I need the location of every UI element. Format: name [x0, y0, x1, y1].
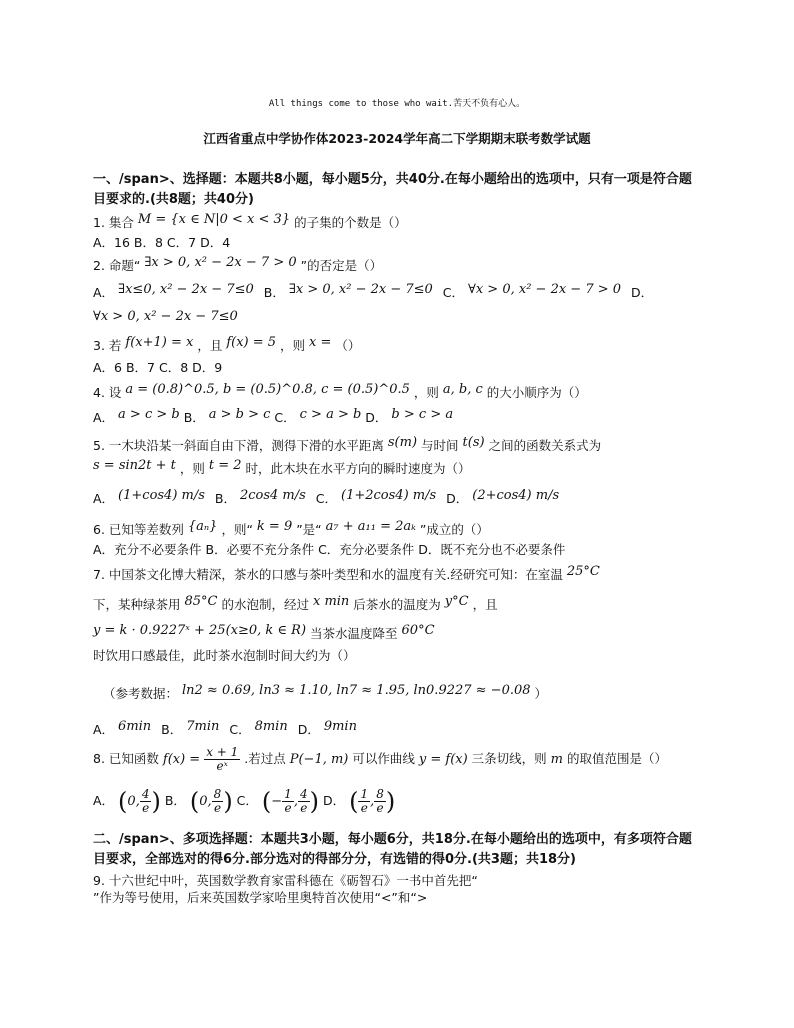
q8-option-a-label: A． [93, 793, 115, 808]
q8-option-c-label: C． [236, 793, 258, 808]
q6-stem: ”成立的（） [419, 522, 489, 537]
q2-prefix: 2. 命题“ [93, 258, 141, 273]
q8-function-fraction [204, 746, 240, 773]
q8-option-b-den: e [213, 801, 222, 815]
q5-option-d-label: D． [446, 491, 469, 506]
question-5-line2 [93, 458, 471, 478]
q7-text-e: 当茶水温度降至 [310, 626, 398, 641]
q8-numerator: x + 1 [206, 745, 239, 759]
q2-stem: ”的否定是（） [300, 258, 383, 273]
q8-option-d-label: D． [322, 793, 346, 808]
section1-heading-line2: 目要求的.(共8题；共40分) [93, 192, 254, 207]
q8-option-b-num: 8 [213, 787, 222, 801]
q5-option-c: (1+2cos4) m/s [341, 488, 437, 503]
q4-stem: 的大小顺序为（） [486, 385, 587, 400]
q7-text-a: 下，某种绿茶用 [93, 597, 181, 612]
q8-option-b-label: B． [164, 793, 186, 808]
q8-point: P(−1, m) [289, 752, 349, 767]
q3-condition-1: f(x+1) = x [125, 335, 194, 350]
q8-stem: 的取值范围是（） [566, 751, 667, 766]
q5-then: ，则 [179, 461, 205, 476]
q9-line2: ”作为等号使用，后来英国数学家哈里奥特首次使用“<”和“> [93, 890, 428, 905]
q7-text-d: ，且 [472, 597, 498, 612]
q8-three-tangents: 三条切线，则 [471, 751, 547, 766]
question-1 [93, 212, 407, 232]
q7-reference-data [103, 683, 548, 703]
q8-option-d-num1: 1 [360, 787, 369, 801]
q8-option-c-num1: 1 [284, 787, 292, 801]
q8-option-c-den1: e [284, 801, 292, 815]
q8-option-a-fraction [140, 788, 152, 815]
q1-prefix: 1. 集合 [93, 215, 134, 230]
q7-tea-temp: y°C [444, 594, 469, 609]
q7-option-d-label: D． [297, 722, 320, 737]
q5-option-c-label: C． [315, 491, 338, 506]
q6-equation: a₇ + a₁₁ = 2aₖ [325, 519, 416, 534]
section2-heading-line2: 目要求，全部选对的得6分.部分选对的得部分分，有选错的得0分.(共3题；共18分) [93, 852, 576, 867]
q8-option-d-fraction-2 [374, 788, 386, 815]
question-2 [93, 255, 383, 275]
q2-option-d: ∀x > 0, x² − 2x − 7≤0 [93, 309, 238, 324]
q6-sequence: {aₙ} [187, 519, 218, 534]
q1-stem: 的子集的个数是（） [294, 215, 407, 230]
q7-ref-values: ln2 ≈ 0.69, ln3 ≈ 1.10, ln7 ≈ 1.95, ln0.9227 ≈ −0.08 [182, 683, 531, 698]
q4-definitions: a = (0.8)^0.5, b = (0.5)^0.8, c = (0.5)^0.5 [125, 382, 410, 397]
question-3 [93, 335, 361, 355]
q6-prefix: 6. 已知等差数列 [93, 522, 184, 537]
q8-option-d-fraction-1 [358, 788, 370, 815]
q5-prefix: 5. 一木块沿某一斜面自由下滑，测得下滑的水平距离 [93, 438, 384, 453]
question-7 [93, 564, 600, 584]
q5-option-b-label: B． [214, 491, 236, 506]
motto: All things come to those who wait.苦天不负有心人。 [268, 99, 526, 109]
q2-option-b-label: B． [263, 285, 285, 300]
q4-option-d-label: D． [365, 410, 388, 425]
q8-option-c-den2: e [300, 801, 308, 815]
q8-option-d-den1: e [360, 801, 368, 815]
q5-options-row [93, 488, 560, 508]
q2-option-c-label: C． [442, 285, 465, 300]
page-title: 江西省重点中学协作体2023-2024学年高二下学期期末联考数学试题 [203, 131, 591, 146]
q7-option-a: 6min [118, 719, 152, 734]
q5-stem: 时，此木块在水平方向的瞬时速度为（） [245, 461, 471, 476]
q4-options-row [93, 407, 454, 427]
q1-set-expression: M = {x ∈ N|0 < x < 3} [137, 212, 291, 227]
q8-options-row: A． (0, $\frac{4}{e}$ ) B． (0, $\frac{8}{e}$ ) C． (− $\frac{1}{e}$ , $\frac{4}{e}$ ) D． ( $\frac{1}{e}$ , $\frac{8}{e}$ ) [93, 787, 396, 816]
q7-option-b-label: B． [161, 722, 183, 737]
q7-option-c-label: C． [229, 722, 251, 737]
q2-options-row [93, 282, 654, 302]
q3-prefix: 3. 若 [93, 338, 122, 353]
q5-distance: s(m) [387, 435, 418, 450]
q7-intro: 7. 中国茶文化博大精深，茶水的口感与茶叶类型和水的温度有关.经研究可知：在室温 [93, 567, 563, 582]
q7-option-c: 8min [254, 719, 288, 734]
q6-condition: k = 9 [256, 519, 293, 534]
q7-water-temp: 85°C [184, 594, 218, 609]
q4-prefix: 4. 设 [93, 385, 122, 400]
section2-heading-line1: 二、/span>、多项选择题：本题共3小题，每小题6分，共18分.在每小题给出的选项中，有多项符合题 [93, 832, 692, 847]
q2-option-d-row [93, 308, 238, 325]
q1-options: A．16 B．8 C．7 D．4 [93, 235, 231, 250]
question-8 [93, 746, 667, 773]
q7-option-a-label: A． [93, 722, 115, 737]
question-5 [93, 435, 602, 455]
q5-with: 与时间 [421, 438, 459, 453]
q7-model: y = k · 0.9227ˣ + 25(x≥0, k ∈ R) [93, 623, 307, 638]
q9-line1: 9. 十六世纪中叶，英国数学教育家雷科德在《砺智石》一书中首先把“ [93, 873, 478, 888]
q2-option-a-label: A． [93, 285, 115, 300]
q7-ref-close: ） [534, 686, 548, 701]
q5-function: s = sin2t + t [93, 458, 176, 473]
q8-option-c-num2: 4 [299, 787, 308, 801]
question-7-line2 [93, 594, 498, 614]
question-6 [93, 519, 489, 539]
q5-time: t(s) [462, 435, 485, 450]
q5-option-b: 2cos4 m/s [239, 488, 306, 503]
q4-option-c-label: C． [274, 410, 296, 425]
q7-stem: 时饮用口感最佳，此时茶水泡制时间大约为（） [93, 648, 356, 663]
q4-variables: a, b, c [442, 382, 483, 397]
q4-option-c: c > a > b [299, 407, 362, 422]
q5-option-a-label: A． [93, 491, 115, 506]
q6-is: ”是“ [296, 522, 322, 537]
q8-option-c-fraction-2 [298, 788, 310, 815]
q7-text-b: 的水泡制，经过 [221, 597, 309, 612]
q4-option-d: b > c > a [391, 407, 454, 422]
q8-option-b-left: 0, [199, 794, 212, 809]
q8-param: m [550, 752, 563, 767]
q8-function-name: f(x) = [162, 752, 201, 767]
q8-option-b-fraction [212, 788, 224, 815]
question-4 [93, 382, 587, 402]
q3-options: A．6 B．7 C．8 D．9 [93, 360, 223, 375]
q5-time-value: t = 2 [208, 458, 242, 473]
q8-denominator: eˣ [216, 759, 228, 773]
q2-option-c: ∀x > 0, x² − 2x − 7 > 0 [468, 282, 622, 297]
q4-option-b-label: B． [183, 410, 205, 425]
q8-option-d-den2: e [376, 801, 384, 815]
q6-options: A．充分不必要条件 B．必要不充分条件 C．充分必要条件 D．既不充分也不必要条件 [93, 542, 566, 557]
q5-option-d: (2+cos4) m/s [472, 488, 560, 503]
q4-option-a: a > c > b [118, 407, 180, 422]
q7-options-row [93, 719, 357, 739]
q6-then: ，则“ [221, 522, 253, 537]
q7-target-temp: 60°C [401, 623, 435, 638]
section1-heading-line1: 一、/span>、选择题：本题共8小题，每小题5分，共40分.在每小题给出的选项中，只有一项是符合题 [93, 172, 692, 187]
q3-then: ，则 [280, 338, 306, 353]
q4-option-a-label: A． [93, 410, 115, 425]
q2-option-d-label: D． [631, 285, 654, 300]
q4-then: ，则 [413, 385, 439, 400]
question-7-line3 [93, 623, 435, 643]
q7-option-d: 9min [323, 719, 357, 734]
q8-if: .若过点 [244, 751, 286, 766]
q4-option-b: a > b > c [208, 407, 271, 422]
q3-condition-2: f(x) = 5 [226, 335, 277, 350]
q7-duration: x min [312, 594, 350, 609]
q5-option-a: (1+cos4) m/s [118, 488, 205, 503]
q3-stem: （） [335, 338, 361, 353]
q8-option-a-den: e [142, 801, 150, 815]
q8-option-d-num2: 8 [376, 787, 384, 801]
q8-curve-text: 可以作曲线 [352, 751, 415, 766]
q7-option-b: 7min [186, 719, 220, 734]
q7-text-c: 后茶水的温度为 [353, 597, 441, 612]
q7-room-temp: 25°C [566, 564, 600, 579]
q2-option-b: ∃x > 0, x² − 2x − 7≤0 [288, 282, 433, 297]
q8-prefix: 8. 已知函数 [93, 751, 159, 766]
q3-and: ，且 [197, 338, 223, 353]
q8-option-c-fraction-1 [282, 788, 294, 815]
q8-option-a-num: 4 [141, 787, 150, 801]
q2-option-a: ∃x≤0, x² − 2x − 7≤0 [118, 282, 254, 297]
q7-ref-label: （参考数据： [103, 686, 179, 701]
q8-curve: y = f(x) [418, 752, 468, 767]
q8-option-a-left: 0, [127, 794, 140, 809]
q3-unknown: x = [309, 335, 332, 350]
q5-relation: 之间的函数关系式为 [488, 438, 602, 453]
q2-proposition: ∃x > 0, x² − 2x − 7 > 0 [144, 255, 297, 270]
